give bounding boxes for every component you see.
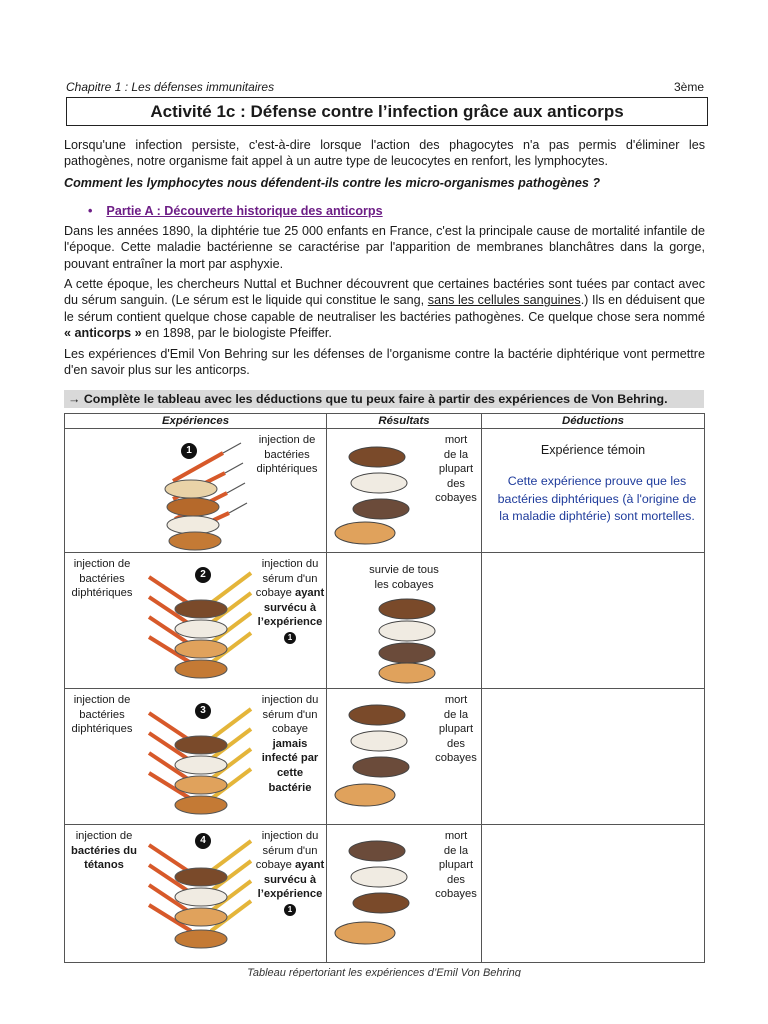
experiments-table bbox=[64, 413, 705, 963]
experience-number-3: 3 bbox=[195, 703, 211, 719]
injection-label bbox=[249, 433, 325, 477]
paragraph-serum bbox=[64, 276, 705, 342]
result-line: des bbox=[446, 477, 466, 490]
label-bold: jamais bbox=[272, 737, 308, 750]
label-line: diphtériques bbox=[71, 587, 133, 600]
experience-cell-1 bbox=[65, 429, 327, 553]
label-line: injection du bbox=[261, 830, 319, 842]
label-bold: cette bactérie bbox=[268, 766, 312, 794]
label-line: sérum d'un bbox=[262, 844, 318, 857]
chapter-label: Chapitre 1 : Les défenses immunitaires bbox=[66, 80, 275, 94]
label-bold: ayant bbox=[294, 859, 325, 872]
part-a-title: Partie A : Découverte historique des anticorps bbox=[106, 204, 383, 218]
label-line: cobaye bbox=[255, 587, 292, 600]
result-line: de la bbox=[443, 844, 469, 857]
experience-number-1: 1 bbox=[181, 443, 197, 459]
result-line: des bbox=[446, 873, 466, 886]
page-header bbox=[66, 80, 704, 94]
deduction-cell-1[interactable] bbox=[482, 429, 705, 553]
result-line: plupart bbox=[438, 463, 474, 476]
injection-serum-label bbox=[255, 693, 325, 795]
label-bold: tétanos bbox=[84, 859, 124, 872]
result-line: mort bbox=[444, 694, 468, 706]
experience-cell-3 bbox=[65, 689, 327, 825]
label-line: injection de bbox=[75, 830, 133, 842]
guinea-pigs-dead-illustration bbox=[329, 695, 429, 815]
intro-paragraph: Lorsqu'une infection persiste, c'est-à-dire lorsque l'action des phagocytes n'a pas permis d'éliminer les pathogènes, notre organisme fait appel à un autre type de leucocytes en renfort, les lymphocytes. bbox=[64, 138, 705, 169]
instruction-banner: → Complète le tableau avec les déductions que tu peux faire à partir des expériences de Von Behring. bbox=[64, 390, 704, 408]
experience-number-2: 2 bbox=[195, 567, 211, 583]
result-line: cobayes bbox=[435, 492, 477, 505]
table-caption: Tableau répertoriant les expériences d’Emil Von Behring bbox=[247, 967, 521, 977]
serum-underlined: sans les cellules sanguines bbox=[427, 293, 581, 308]
result-cell-3 bbox=[327, 689, 482, 825]
experience-ref-badge: 1 bbox=[284, 904, 296, 916]
header-resultats: Résultats bbox=[327, 414, 482, 429]
result-cell-2 bbox=[327, 553, 482, 689]
label-bold: ayant bbox=[294, 587, 325, 600]
guinea-pigs-syringes-illustration bbox=[141, 831, 261, 955]
result-line: les cobayes bbox=[374, 578, 434, 591]
label-bold: survécu à bbox=[263, 873, 317, 886]
result-label bbox=[327, 563, 481, 592]
anticorps-term: « anticorps » bbox=[64, 326, 142, 341]
header-deductions: Déductions bbox=[482, 414, 705, 429]
injection-serum-label bbox=[255, 829, 325, 917]
guiding-question: Comment les lymphocytes nous défendent-ils contre les micro-organismes pathogènes ? bbox=[64, 176, 601, 190]
deduction-cell-2[interactable] bbox=[482, 553, 705, 689]
experience-cell-4 bbox=[65, 825, 327, 963]
result-line: mort bbox=[444, 830, 468, 842]
label-line: injection du bbox=[261, 558, 319, 570]
guinea-pigs-syringes-illustration bbox=[141, 563, 261, 683]
result-line: survie de tous bbox=[369, 564, 439, 576]
result-line: cobayes bbox=[435, 888, 477, 901]
label-line: diphtériques bbox=[71, 723, 133, 736]
result-line: plupart bbox=[438, 723, 474, 736]
injection-bacteria-label bbox=[67, 829, 141, 873]
deduction-cell-3[interactable] bbox=[482, 689, 705, 825]
label-line: injection du bbox=[261, 694, 319, 706]
label-line: cobaye bbox=[255, 859, 292, 872]
experience-ref-badge: 1 bbox=[284, 632, 296, 644]
injection-line: injection de bbox=[258, 434, 316, 446]
header-experiences: Expériences bbox=[65, 414, 327, 429]
result-cell-1 bbox=[327, 429, 482, 553]
guinea-pigs-alive-illustration bbox=[367, 595, 447, 685]
result-line: cobayes bbox=[435, 752, 477, 765]
label-line: injection de bbox=[73, 558, 131, 570]
injection-bacteria-label bbox=[67, 693, 137, 737]
experience-cell-2 bbox=[65, 553, 327, 689]
deduction-text: Cette expérience prouve que les bactéries diphtériques (à l'origine de la maladie diphtérie) sont mortelles. bbox=[497, 474, 697, 524]
deduction-cell-4[interactable] bbox=[482, 825, 705, 963]
result-line: mort bbox=[444, 434, 468, 446]
result-line: plupart bbox=[438, 859, 474, 872]
paragraph-behring: Les expériences d'Emil Von Behring sur les défenses de l'organisme contre la bactérie diphtérique vont permettre d'en savoir plus sur les anticorps. bbox=[64, 347, 705, 378]
guinea-pigs-syringes-illustration bbox=[141, 699, 261, 819]
page-title: Activité 1c : Défense contre l’infection grâce aux anticorps bbox=[66, 97, 708, 126]
deduction-title: Expérience témoin bbox=[540, 443, 646, 457]
serum-text-c: en 1898, par le biologiste Pfeiffer. bbox=[141, 326, 332, 341]
label-line: bactéries bbox=[79, 708, 125, 721]
result-line: des bbox=[446, 737, 466, 750]
injection-serum-label bbox=[255, 557, 325, 645]
experience-number-4: 4 bbox=[195, 833, 211, 849]
injection-line: bactéries bbox=[264, 448, 310, 461]
result-cell-4 bbox=[327, 825, 482, 963]
result-line: de la bbox=[443, 708, 469, 721]
part-a-heading bbox=[88, 204, 383, 218]
label-line: sérum d'un bbox=[262, 572, 318, 585]
serum-text-a: A cette époque, les chercheurs Nuttal et Buchner découvrent que certaines bactéries sont tuées par contact avec du sérum sanguin. (Le sérum est le liquide qui constitue le sang, bbox=[64, 277, 705, 308]
serum-text-b: .) Ils en déduisent que le sérum contient quelque chose capable de neutraliser les bactéries pathogènes. Ce quelque chose sera nommé bbox=[64, 293, 705, 324]
result-label bbox=[431, 693, 481, 766]
result-label bbox=[431, 829, 481, 902]
result-label bbox=[431, 433, 481, 506]
label-bold: l’expérience bbox=[257, 616, 323, 629]
label-line: cobaye bbox=[271, 723, 309, 736]
guinea-pigs-dead-illustration bbox=[329, 435, 429, 545]
result-line: de la bbox=[443, 448, 469, 461]
label-bold: infecté par bbox=[261, 752, 319, 765]
label-bold: l’expérience bbox=[257, 888, 323, 901]
guinea-pigs-dead-illustration bbox=[329, 831, 429, 955]
bullet: • bbox=[88, 204, 93, 218]
label-bold: survécu à bbox=[263, 601, 317, 614]
label-bold: bactéries du bbox=[71, 844, 137, 857]
label-line: bactéries bbox=[79, 572, 125, 585]
injection-bacteria-label bbox=[67, 557, 137, 601]
paragraph-diphtheria: Dans les années 1890, la diphtérie tue 25 000 enfants en France, c'est la principale cause de mortalité infantile de l'époque. Cette maladie bactérienne se caractérise par l'apparition de membranes blanchâtres dans la gorge, pouvant entraîner la mort par asphyxie. bbox=[64, 224, 705, 271]
label-line: injection de bbox=[73, 694, 131, 706]
grade-label: 3ème bbox=[673, 80, 704, 94]
label-line: sérum d'un bbox=[262, 708, 318, 721]
injection-line: diphtériques bbox=[256, 463, 318, 476]
